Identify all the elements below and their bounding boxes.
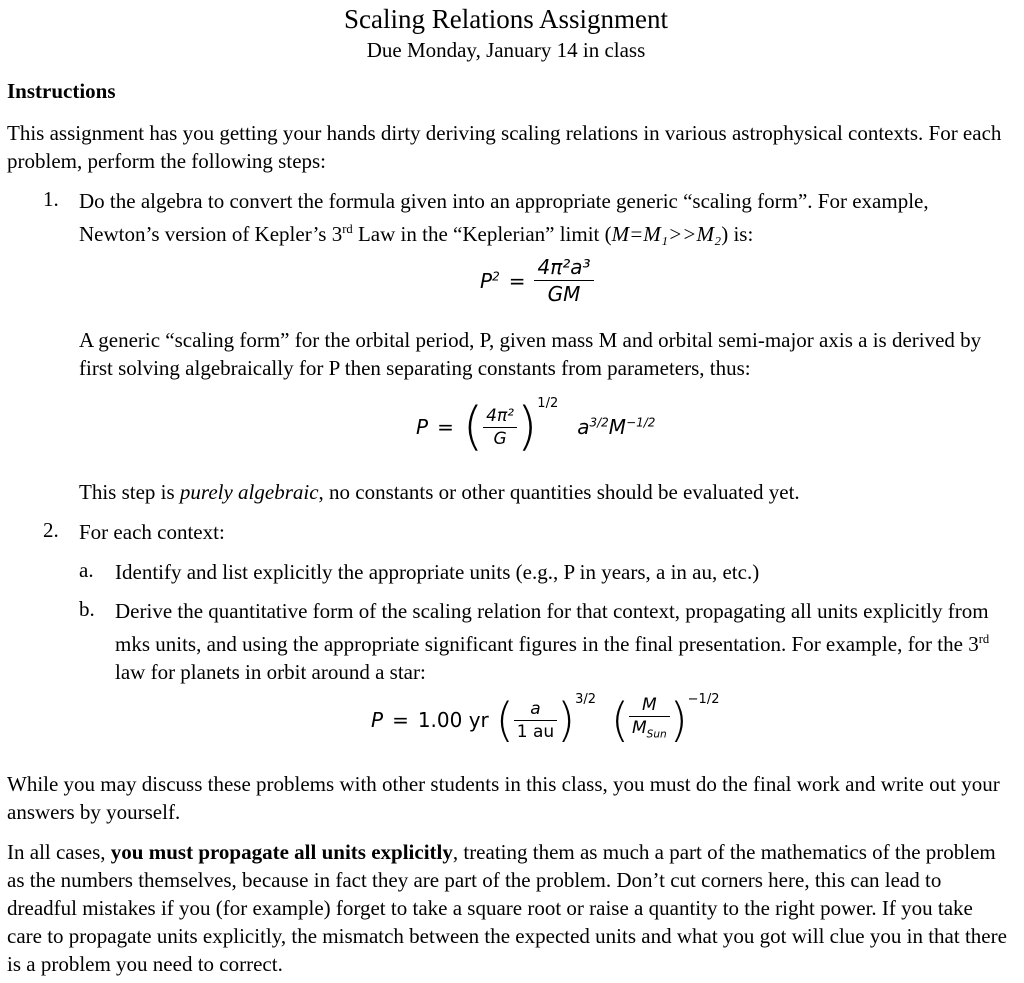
step-2-text: For each context: <box>79 520 225 544</box>
eq3-fraction-1 <box>514 698 557 743</box>
equation-scaling-form: P = ( $\frac{\text{4π²}}{G}$ )$^{1/2}$ $a^{3/2}M^{-1/2}$ <box>416 396 656 457</box>
para3-b: , no constants or other quantities should be evaluated yet. <box>318 480 800 504</box>
eq3-f2-exponent: −1/2 <box>687 692 720 707</box>
eq3-lhs: P <box>371 708 384 732</box>
eq1-lhs: P <box>480 268 493 293</box>
eq3-f2-den-base: M <box>631 718 647 739</box>
step-2b-text-a: Derive the quantitative form of the scaling relation for that context, propagating all units explicitly from mks units, and using the appropriate significant figures in the final presentation. For example, for the 3 <box>115 599 989 656</box>
step-1-para2: A generic “scaling form” for the orbital period, P, given mass M and orbital semi-major axis a is derived by first solving algebraically for P then separating constants from parameters, thus: <box>79 328 982 380</box>
step-2a-label: a. <box>79 558 94 582</box>
eq3-f1-exponent: 3/2 <box>575 692 597 707</box>
eq3-fraction-2 <box>629 694 670 745</box>
closing-paragraph-1: While you may discuss these problems with other students in this class, you must do the final work and write out your answers by yourself. <box>7 772 1000 824</box>
eq2-numerator: 4π² <box>483 405 517 428</box>
eq3-f1-denominator: 1 au <box>516 721 555 742</box>
closing2-bold: you must propagate all units explicitly <box>110 840 453 864</box>
eq2-denominator: G <box>493 428 507 449</box>
eq3-f2-den-sub: Sun <box>646 728 667 741</box>
step-2b-text <box>115 597 995 686</box>
eq1-numerator: 4π²a³ <box>534 254 593 281</box>
closing2-b: , treating them as much a part of the mathematics of the problem as the numbers themselves, because in fact they are part of the problem. Don’t cut corners here, this can lead to dreadful mistakes if you (for example) forget to take a square root or raise a quantity to the right power. If you take care to propagate units explicitly, the mismatch between the expected units and what you got will clue you in that there is a problem you need to correct. <box>7 840 1007 976</box>
step-2-number: 2. <box>43 518 59 542</box>
keplerian-limit: M=M₁>>M₂ <box>611 222 722 246</box>
eq2-fraction <box>483 405 517 450</box>
page-subtitle: Due Monday, January 14 in class <box>366 38 646 62</box>
eq2-a-exp: 3/2 <box>589 415 609 430</box>
intro-paragraph: This assignment has you getting your hands dirty deriving scaling relations in various astrophysical contexts. For each problem, perform the following steps: <box>7 121 1002 173</box>
page-title: Scaling Relations Assignment <box>344 4 668 34</box>
eq2-a: a <box>577 415 590 439</box>
step-1-text-c: ) is: <box>721 222 754 246</box>
para3-a: This step is <box>79 480 180 504</box>
eq1-fraction <box>534 254 593 307</box>
eq1-denominator: GM <box>547 282 581 306</box>
equation-kepler: $P^2$ = $\frac{\text{4π²a³}}{GM}$ <box>480 254 594 307</box>
eq3-f1-numerator: a <box>514 698 557 721</box>
eq2-exponent: 1/2 <box>537 396 559 411</box>
step-2a-text: Identify and list explicitly the appropriate units (e.g., P in years, a in au, etc.) <box>115 560 760 584</box>
eq2-m: M <box>608 415 627 439</box>
step-1-para3 <box>79 478 1004 506</box>
section-heading: Instructions <box>7 79 116 103</box>
step-1-sup: rd <box>342 222 353 236</box>
step-2b-text-b: law for planets in orbit around a star: <box>115 660 426 684</box>
step-2b-sup: rd <box>978 632 990 646</box>
closing2-a: In all cases, <box>7 840 111 864</box>
step-1-text-b: Law in the “Keplerian” limit ( <box>352 222 612 246</box>
eq2-lhs: P <box>416 415 429 439</box>
closing-paragraph-2 <box>7 838 1012 978</box>
step-1-text-a: Do the algebra to convert the formula given into an appropriate generic “scaling form”. For example, Newton’s version of Kepler’s 3 <box>79 189 929 246</box>
eq1-lhs-exp: 2 <box>492 268 500 283</box>
eq3-constant: 1.00 yr <box>417 708 489 732</box>
para3-emphasis: purely algebraic <box>179 480 319 504</box>
eq2-m-exp: −1/2 <box>626 415 656 430</box>
equation-quantitative: P = 1.00 yr ( $\frac{a}{1 au}$ )$^{3/2}$ ( $\frac{M}{M_{Sun}}$ )$^{-1/2}$ <box>371 692 720 747</box>
step-2b-label: b. <box>79 597 95 621</box>
step-1-text <box>79 187 999 248</box>
eq3-f2-numerator: M <box>629 694 670 717</box>
step-1-number: 1. <box>43 187 59 211</box>
